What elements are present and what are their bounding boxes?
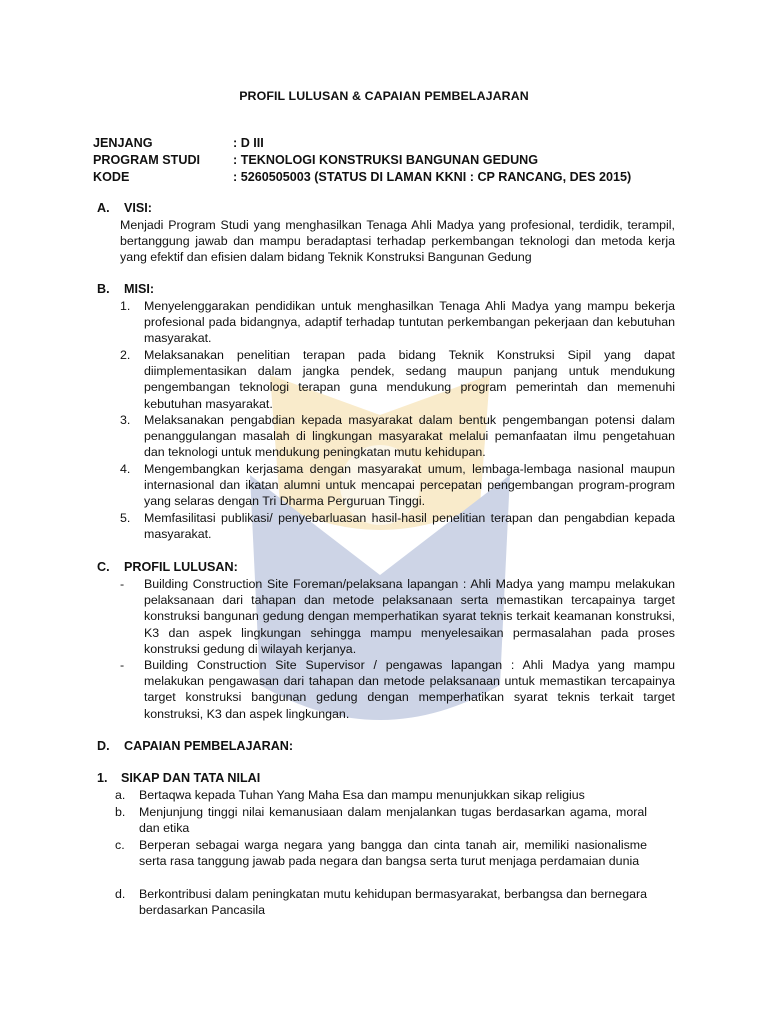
item-text: Building Construction Site Foreman/pelaksana lapangan : Ahli Madya yang mampu melakukan pelaksanaan dari tahapan dan metode pelaksanaan serta memastikan tercapainya target konstruksi bangunan gedung dengan memperhatikan syarat teknis terkait keamanan konstruksi, K3 dan aspek lingkungan sehingga mampu menyelesaikan permasalahan pada proses konstruksi gedung di wilayah kerjanya. xyxy=(144,577,675,656)
meta-label: PROGRAM STUDI xyxy=(93,153,201,167)
section-title: MISI: xyxy=(124,282,155,296)
meta-jenjang xyxy=(93,135,631,152)
meta-label: JENJANG xyxy=(93,136,153,150)
section-title: PROFIL LULUSAN: xyxy=(124,560,238,574)
item-text: Menyelenggarakan pendidikan untuk menghasilkan Tenaga Ahli Madya yang mampu bekerja profesional pada bidangnya, adaptif terhadap tuntutan perkembangan pekerjaan dan kebutuhan masyarakat. xyxy=(144,299,675,346)
item-letter: b. xyxy=(115,805,126,819)
meta-label: KODE xyxy=(93,170,130,184)
meta-value: : 5260505003 (STATUS DI LAMAN KKNI : CP RANCANG, DES 2015) xyxy=(233,170,632,184)
item-number: 4. xyxy=(120,462,131,476)
subsection-number: 1. xyxy=(97,771,108,785)
item-text: Melaksanakan pengabdian kepada masyarakat dalam bentuk pengembangan potensi dalam penanggulangan masalah di lingkungan masyarakat melalui pemanfaatan ilmu pengetahuan dan teknologi untuk mendukung peningkatan mutu kehidupan. xyxy=(144,413,675,460)
section-title: VISI: xyxy=(124,201,152,215)
item-text: Berperan sebagai warga negara yang bangga dan cinta tanah air, memiliki nasionalisme serta rasa tanggung jawab pada negara dan bangsa serta turut menjaga perdamaian dunia xyxy=(139,838,647,869)
meta-program-studi xyxy=(93,152,631,169)
item-letter: a. xyxy=(115,788,126,802)
program-meta xyxy=(93,135,631,186)
item-letter: d. xyxy=(115,887,126,901)
item-number: 1. xyxy=(120,299,131,313)
section-title: CAPAIAN PEMBELAJARAN: xyxy=(124,739,294,753)
meta-kode xyxy=(93,169,631,186)
section-letter: B. xyxy=(97,282,110,296)
item-text: Melaksanakan penelitian terapan pada bidang Teknik Konstruksi Sipil yang dapat diimplementasikan dalam jangka pendek, sedang maupun panjang untuk mendukung pengembangan teknologi terapan guna mendukung program pemerintah dan memenuhi kebutuhan masyarakat. xyxy=(144,348,675,411)
item-text: Building Construction Site Supervisor / pengawas lapangan : Ahli Madya yang mampu melakukan pengawasan dari tahapan dan metode pelaksanaan untuk memastikan tercapainya target konstruksi bangunan gedung dengan memperhatikan syarat teknis terkait target konstruksi, K3 dan aspek lingkungan. xyxy=(144,658,675,721)
item-number: 5. xyxy=(120,511,131,525)
item-text: Menjunjung tinggi nilai kemanusiaan dalam menjalankan tugas berdasarkan agama, moral dan etika xyxy=(139,805,647,836)
item-text: Mengembangkan kerjasama dengan masyarakat umum, lembaga-lembaga nasional maupun internasional dan ikatan alumni untuk mencapai percepatan pengembangan program-program yang selaras dengan Tri Dharma Perguruan Tinggi. xyxy=(144,462,675,509)
section-letter: A. xyxy=(97,201,110,215)
visi-text: Menjadi Program Studi yang menghasilkan Tenaga Ahli Madya yang profesional, terdidik, terampil, bertanggung jawab dan mampu beradaptasi terhadap perkembangan teknologi dan metoda kerja yang efektif dan efisien dalam bidang Teknik Konstruksi Bangunan Gedung xyxy=(120,218,675,265)
item-bullet: - xyxy=(120,658,125,672)
item-text: Memfasilitasi publikasi/ penyebarluasan hasil-hasil penelitian terapan dan pengabdian kepada masyarakat. xyxy=(144,511,675,542)
item-text: Berkontribusi dalam peningkatan mutu kehidupan bermasyarakat, berbangsa dan bernegara berdasarkan Pancasila xyxy=(139,887,647,918)
item-number: 3. xyxy=(120,413,131,427)
item-text: Bertaqwa kepada Tuhan Yang Maha Esa dan mampu menunjukkan sikap religius xyxy=(139,788,585,802)
section-letter: C. xyxy=(97,560,110,574)
subsection-title: SIKAP DAN TATA NILAI xyxy=(121,771,261,785)
item-bullet: - xyxy=(120,577,125,591)
section-letter: D. xyxy=(97,739,110,753)
document-title: PROFIL LULUSAN & CAPAIAN PEMBELAJARAN xyxy=(239,89,529,103)
meta-value: : TEKNOLOGI KONSTRUKSI BANGUNAN GEDUNG xyxy=(233,153,539,167)
item-number: 2. xyxy=(120,348,131,362)
meta-value: : D III xyxy=(233,136,264,150)
item-letter: c. xyxy=(115,838,125,852)
